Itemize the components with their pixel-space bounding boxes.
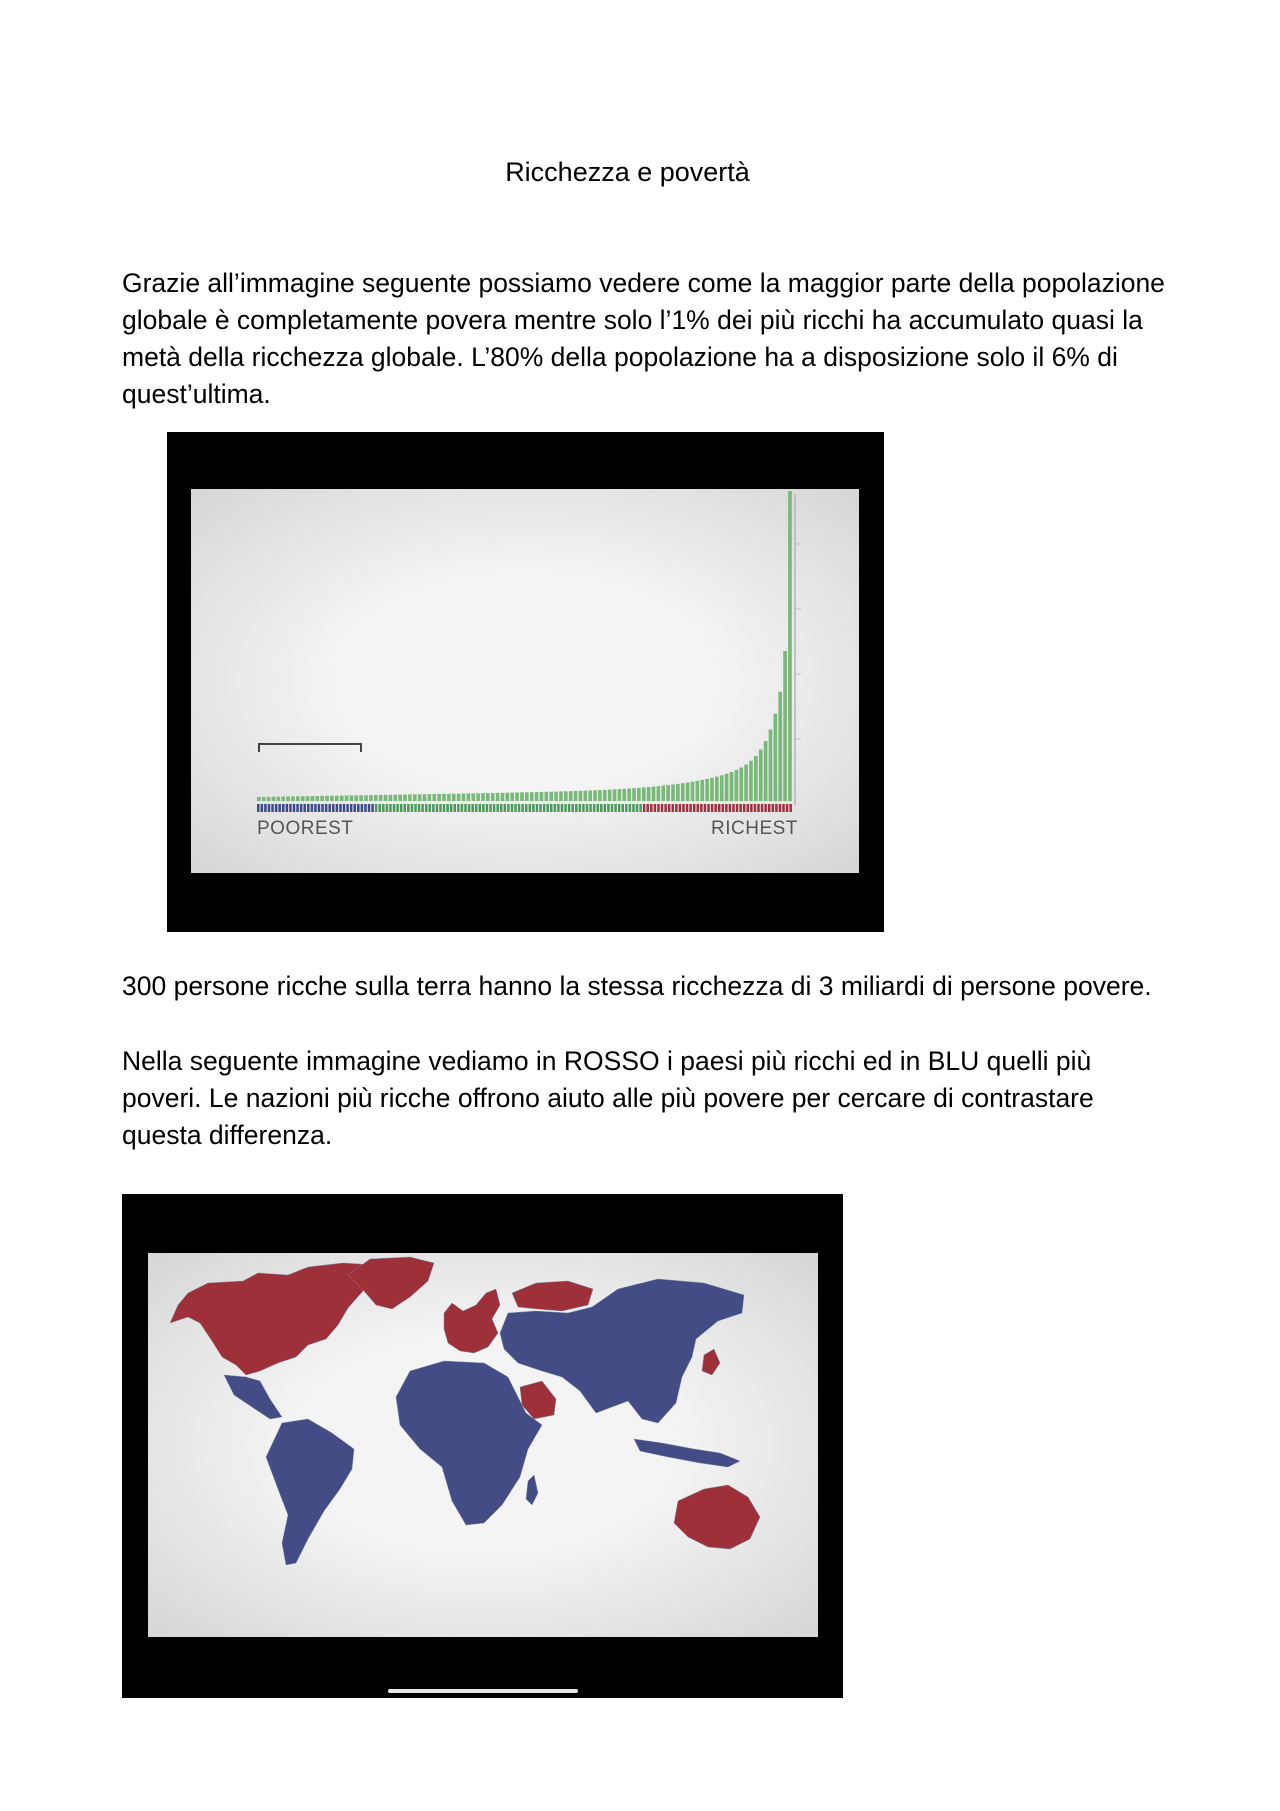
population-figure bbox=[621, 804, 624, 812]
population-figure bbox=[747, 804, 750, 812]
wealth-bar bbox=[696, 781, 700, 801]
wealth-bar bbox=[652, 787, 656, 801]
wealth-bar bbox=[467, 793, 471, 801]
population-figure bbox=[300, 804, 303, 812]
wealth-bar bbox=[637, 788, 641, 801]
population-figure bbox=[404, 804, 407, 812]
wealth-bar bbox=[257, 797, 261, 801]
document-title: Ricchezza e povertà bbox=[505, 157, 750, 187]
population-figure bbox=[757, 804, 760, 812]
wealth-bar bbox=[452, 794, 456, 801]
wealth-bar bbox=[525, 792, 529, 801]
wealth-bar bbox=[340, 796, 344, 801]
wealth-bar bbox=[408, 794, 412, 801]
wealth-bar bbox=[657, 786, 661, 801]
wealth-bar bbox=[710, 778, 714, 801]
population-figure bbox=[532, 804, 535, 812]
africa-poor bbox=[396, 1361, 542, 1525]
population-figure bbox=[589, 804, 592, 812]
wealth-bar bbox=[671, 785, 675, 801]
wealth-bar bbox=[315, 796, 319, 801]
wealth-bar bbox=[705, 779, 709, 801]
wealth-bar bbox=[369, 795, 373, 801]
wealth-bar bbox=[428, 794, 432, 801]
wealth-bar bbox=[720, 775, 724, 801]
wealth-bar bbox=[647, 787, 651, 801]
wealth-bar bbox=[554, 792, 558, 801]
wealth-bar bbox=[496, 793, 500, 801]
australia-rich bbox=[674, 1485, 760, 1549]
population-figure bbox=[529, 804, 532, 812]
mexico-central-america-poor bbox=[224, 1375, 282, 1419]
population-figure bbox=[389, 804, 392, 812]
population-figure bbox=[643, 804, 646, 812]
population-figure bbox=[393, 804, 396, 812]
wealth-bar bbox=[603, 790, 607, 801]
population-figure bbox=[707, 804, 710, 812]
population-figure bbox=[786, 804, 789, 812]
population-figure bbox=[357, 804, 360, 812]
population-figure bbox=[557, 804, 560, 812]
wealth-bar bbox=[613, 789, 617, 801]
wealth-bar bbox=[676, 784, 680, 801]
wealth-bar bbox=[579, 791, 583, 801]
population-figure bbox=[768, 804, 771, 812]
population-bracket bbox=[259, 744, 361, 752]
population-figure bbox=[464, 804, 467, 812]
wealth-bars bbox=[257, 491, 792, 801]
population-figure bbox=[479, 804, 482, 812]
population-figure bbox=[732, 804, 735, 812]
wealth-bar bbox=[350, 795, 354, 801]
population-figure bbox=[318, 804, 321, 812]
wealth-bar bbox=[759, 750, 763, 801]
wealth-bar bbox=[642, 787, 646, 801]
population-figure bbox=[586, 804, 589, 812]
wealth-bar bbox=[364, 795, 368, 801]
wealth-bar bbox=[403, 795, 407, 801]
population-figure bbox=[278, 804, 281, 812]
japan-rich bbox=[702, 1349, 720, 1375]
wealth-bar bbox=[501, 793, 505, 801]
wealth-bar bbox=[442, 794, 446, 801]
population-figure bbox=[414, 804, 417, 812]
wealth-bar bbox=[744, 765, 748, 801]
wealth-bar bbox=[618, 789, 622, 801]
population-figure bbox=[618, 804, 621, 812]
wealth-bar bbox=[783, 651, 787, 801]
wealth-bar bbox=[476, 793, 480, 801]
population-figure bbox=[704, 804, 707, 812]
population-figure bbox=[689, 804, 692, 812]
wealth-bar bbox=[559, 791, 563, 801]
population-figure bbox=[271, 804, 274, 812]
wealth-bar bbox=[354, 795, 358, 801]
population-figure bbox=[743, 804, 746, 812]
population-figure bbox=[625, 804, 628, 812]
wealth-distribution-image bbox=[167, 432, 884, 932]
wealth-bar bbox=[398, 795, 402, 801]
population-figure bbox=[286, 804, 289, 812]
wealth-bar bbox=[418, 794, 422, 801]
wealth-bar bbox=[549, 792, 553, 801]
wealth-bar bbox=[544, 792, 548, 801]
wealth-bar bbox=[764, 741, 768, 801]
population-figure bbox=[443, 804, 446, 812]
wealth-bar bbox=[374, 795, 378, 801]
wealth-bar bbox=[432, 794, 436, 801]
wealth-bar bbox=[389, 795, 393, 801]
population-figure bbox=[386, 804, 389, 812]
wealth-bar bbox=[306, 796, 310, 801]
wealth-bar bbox=[506, 793, 510, 801]
population-figure bbox=[439, 804, 442, 812]
population-figure bbox=[446, 804, 449, 812]
population-figure bbox=[579, 804, 582, 812]
population-figure bbox=[729, 804, 732, 812]
wealth-distribution-chart bbox=[191, 489, 859, 873]
population-figure bbox=[275, 804, 278, 812]
population-figure bbox=[718, 804, 721, 812]
population-figure bbox=[396, 804, 399, 812]
population-figure bbox=[511, 804, 513, 812]
wealth-bar bbox=[598, 790, 602, 801]
population-figure bbox=[775, 804, 778, 812]
wealth-bar bbox=[583, 791, 587, 801]
population-figure bbox=[343, 804, 346, 812]
wealth-bar bbox=[593, 790, 597, 801]
wealth-bar bbox=[291, 796, 295, 801]
population-figure bbox=[561, 804, 564, 812]
wealth-bar bbox=[296, 796, 300, 801]
wealth-bar bbox=[691, 782, 695, 801]
population-figure bbox=[471, 804, 474, 812]
poorest-label: POOREST bbox=[257, 818, 354, 839]
population-figure bbox=[346, 804, 349, 812]
population-figure bbox=[568, 804, 571, 812]
wealth-bar bbox=[423, 794, 427, 801]
population-figure bbox=[639, 804, 642, 812]
wealth-bar bbox=[754, 756, 758, 801]
population-figure bbox=[614, 804, 617, 812]
wealth-bar bbox=[384, 795, 388, 801]
population-figure bbox=[686, 804, 689, 812]
population-figure bbox=[332, 804, 335, 812]
population-figure bbox=[296, 804, 299, 812]
wealth-bar bbox=[515, 793, 519, 802]
wealth-bar bbox=[569, 791, 573, 801]
population-figure bbox=[772, 804, 775, 812]
population-figure bbox=[257, 804, 260, 812]
population-figure bbox=[600, 804, 603, 812]
wealth-bar bbox=[535, 792, 539, 801]
population-figure bbox=[407, 804, 410, 812]
population-figure bbox=[711, 804, 714, 812]
population-figure bbox=[429, 804, 432, 812]
wealth-bar bbox=[739, 768, 743, 801]
population-figure bbox=[779, 804, 782, 812]
madagascar-poor bbox=[526, 1475, 538, 1505]
population-figure bbox=[368, 804, 371, 812]
south-america-poor bbox=[266, 1419, 354, 1565]
wealth-bar bbox=[627, 788, 631, 801]
wealth-bar bbox=[320, 796, 324, 801]
population-figure bbox=[554, 804, 557, 812]
population-figure bbox=[400, 804, 403, 812]
population-figure bbox=[454, 804, 457, 812]
population-figure bbox=[629, 804, 632, 812]
wealth-bar bbox=[379, 795, 383, 801]
population-figure bbox=[539, 804, 542, 812]
north-america-rich bbox=[170, 1263, 380, 1375]
wealth-bar bbox=[632, 788, 636, 801]
wealth-bar bbox=[447, 794, 451, 801]
population-figure bbox=[425, 804, 428, 812]
wealth-bar bbox=[540, 792, 544, 801]
wealth-bar bbox=[393, 795, 397, 801]
wealth-bar bbox=[735, 770, 739, 801]
population-figure bbox=[314, 804, 317, 812]
population-figure bbox=[361, 804, 364, 812]
population-figure bbox=[700, 804, 703, 812]
population-figure bbox=[761, 804, 764, 812]
population-figure bbox=[697, 804, 700, 812]
population-figure bbox=[261, 804, 264, 812]
population-figure bbox=[754, 804, 757, 812]
population-figure bbox=[411, 804, 414, 812]
wealth-bar bbox=[700, 780, 704, 801]
population-figure bbox=[604, 804, 607, 812]
population-figure bbox=[654, 804, 657, 812]
population-figure bbox=[457, 804, 460, 812]
population-figure bbox=[564, 804, 567, 812]
population-figure bbox=[268, 804, 271, 812]
population-figure bbox=[432, 804, 435, 812]
population-figure bbox=[536, 804, 539, 812]
wealth-bar bbox=[715, 777, 719, 801]
population-figure bbox=[664, 804, 667, 812]
population-figure bbox=[722, 804, 725, 812]
population-figure bbox=[571, 804, 574, 812]
population-figure bbox=[672, 804, 675, 812]
population-figure bbox=[371, 804, 374, 812]
population-figure bbox=[657, 804, 660, 812]
population-figure bbox=[461, 804, 464, 812]
population-figure bbox=[475, 804, 478, 812]
population-figure bbox=[582, 804, 585, 812]
population-figure bbox=[493, 804, 496, 812]
wealth-bar bbox=[335, 796, 339, 801]
population-figure bbox=[328, 804, 331, 812]
wealth-bar bbox=[267, 797, 271, 801]
world-map-panel bbox=[148, 1253, 818, 1637]
population-figure bbox=[504, 804, 507, 812]
population-figure bbox=[353, 804, 356, 812]
wealth-bar bbox=[574, 791, 578, 801]
population-figure bbox=[311, 804, 314, 812]
wealth-bar bbox=[481, 793, 485, 801]
axis-ticks bbox=[795, 544, 801, 739]
population-figure bbox=[679, 804, 682, 812]
wealth-bar bbox=[325, 796, 329, 801]
population-strip bbox=[257, 804, 792, 812]
russia-rich bbox=[512, 1281, 593, 1311]
population-figure bbox=[486, 804, 489, 812]
wealth-bar bbox=[520, 792, 524, 801]
population-figure bbox=[518, 804, 521, 812]
population-figure bbox=[382, 804, 385, 812]
population-figure bbox=[607, 804, 610, 812]
population-figure bbox=[782, 804, 785, 812]
population-figure bbox=[375, 804, 378, 812]
wealth-bar bbox=[330, 796, 334, 801]
wealth-bar bbox=[530, 792, 534, 801]
population-figure bbox=[489, 804, 492, 812]
population-figure bbox=[350, 804, 353, 812]
wealth-bar bbox=[588, 790, 592, 801]
wealth-bar bbox=[457, 794, 461, 801]
population-figure bbox=[632, 804, 635, 812]
population-figure bbox=[421, 804, 424, 812]
population-figure bbox=[293, 804, 296, 812]
wealth-bar bbox=[462, 794, 466, 801]
population-figure bbox=[636, 804, 639, 812]
population-figure bbox=[336, 804, 339, 812]
home-indicator bbox=[388, 1689, 578, 1693]
population-figure bbox=[507, 804, 510, 812]
population-figure bbox=[668, 804, 671, 812]
population-figure bbox=[693, 804, 696, 812]
wealth-bar bbox=[608, 790, 612, 801]
population-figure bbox=[482, 804, 485, 812]
wealth-bar bbox=[286, 797, 290, 802]
population-figure bbox=[525, 804, 528, 812]
wealth-bar bbox=[686, 782, 690, 801]
paragraph-map-description: Nella seguente immagine vediamo in ROSSO i paesi più ricchi ed in BLU quelli più poveri. Le nazioni più ricche offrono aiuto alle più povere per cercare di contrastare questa differenza. bbox=[122, 1046, 1094, 1150]
population-figure bbox=[739, 804, 742, 812]
population-figure bbox=[468, 804, 471, 812]
wealth-bar bbox=[788, 491, 792, 801]
world-map bbox=[148, 1253, 818, 1637]
population-figure bbox=[596, 804, 599, 812]
wealth-bar bbox=[262, 797, 266, 801]
indonesia-poor bbox=[634, 1439, 740, 1467]
population-figure bbox=[264, 804, 267, 812]
population-figure bbox=[764, 804, 767, 812]
population-figure bbox=[750, 804, 753, 812]
paragraph-300-people: 300 persone ricche sulla terra hanno la stessa ricchezza di 3 miliardi di persone povere. bbox=[122, 971, 1152, 1001]
population-figure bbox=[650, 804, 653, 812]
population-figure bbox=[282, 804, 285, 812]
population-figure bbox=[725, 804, 728, 812]
population-figure bbox=[521, 804, 524, 812]
wealth-bar bbox=[661, 786, 665, 801]
population-figure bbox=[418, 804, 421, 812]
population-figure bbox=[646, 804, 649, 812]
wealth-bar bbox=[311, 796, 315, 801]
wealth-bar bbox=[413, 794, 417, 801]
population-figure bbox=[546, 804, 549, 812]
wealth-bar bbox=[345, 796, 349, 801]
population-figure bbox=[736, 804, 739, 812]
world-map-image bbox=[122, 1194, 843, 1698]
population-figure bbox=[789, 804, 792, 812]
population-figure bbox=[675, 804, 678, 812]
wealth-bar bbox=[749, 761, 753, 801]
population-figure bbox=[682, 804, 685, 812]
wealth-bar bbox=[730, 772, 734, 801]
wealth-chart-panel bbox=[191, 489, 859, 873]
wealth-bar bbox=[486, 793, 490, 801]
population-figure bbox=[378, 804, 381, 812]
population-figure bbox=[339, 804, 342, 812]
population-figure bbox=[575, 804, 578, 812]
wealth-bar bbox=[774, 714, 778, 801]
wealth-bar bbox=[622, 789, 626, 801]
population-figure bbox=[364, 804, 367, 812]
population-figure bbox=[436, 804, 439, 812]
population-figure bbox=[500, 804, 503, 812]
population-figure bbox=[593, 804, 596, 812]
wealth-bar bbox=[666, 785, 670, 801]
wealth-bar bbox=[510, 793, 514, 801]
wealth-bar bbox=[769, 730, 773, 801]
population-figure bbox=[661, 804, 664, 812]
richest-label: RICHEST bbox=[711, 818, 798, 839]
population-figure bbox=[325, 804, 328, 812]
wealth-bar bbox=[681, 783, 685, 801]
population-figure bbox=[550, 804, 553, 812]
wealth-bar bbox=[471, 793, 475, 801]
population-figure bbox=[303, 804, 306, 812]
population-figure bbox=[496, 804, 499, 812]
wealth-bar bbox=[276, 797, 280, 801]
wealth-bar bbox=[564, 791, 568, 801]
wealth-bar bbox=[301, 796, 305, 801]
population-figure bbox=[714, 804, 717, 812]
population-figure bbox=[450, 804, 453, 812]
wealth-bar bbox=[778, 692, 782, 801]
wealth-bar bbox=[491, 793, 495, 801]
population-figure bbox=[514, 804, 517, 812]
wealth-bar bbox=[725, 774, 729, 801]
wealth-bar bbox=[437, 794, 441, 801]
western-europe-rich bbox=[444, 1289, 500, 1353]
population-figure bbox=[543, 804, 546, 812]
wealth-bar bbox=[272, 797, 276, 801]
population-figure bbox=[289, 804, 292, 812]
population-figure bbox=[321, 804, 324, 812]
wealth-bar bbox=[281, 797, 285, 801]
paragraph-wealth-distribution: Grazie all’immagine seguente possiamo vedere come la maggior parte della popolazione globale è completamente povera mentre solo l’1% dei più ricchi ha accumulato quasi la metà della ricchezza globale. L’80% della popolazione ha a disposizione solo il 6% di quest’ultima. bbox=[122, 268, 1165, 409]
population-figure bbox=[611, 804, 614, 812]
wealth-bar bbox=[359, 795, 363, 801]
population-figure bbox=[307, 804, 310, 812]
